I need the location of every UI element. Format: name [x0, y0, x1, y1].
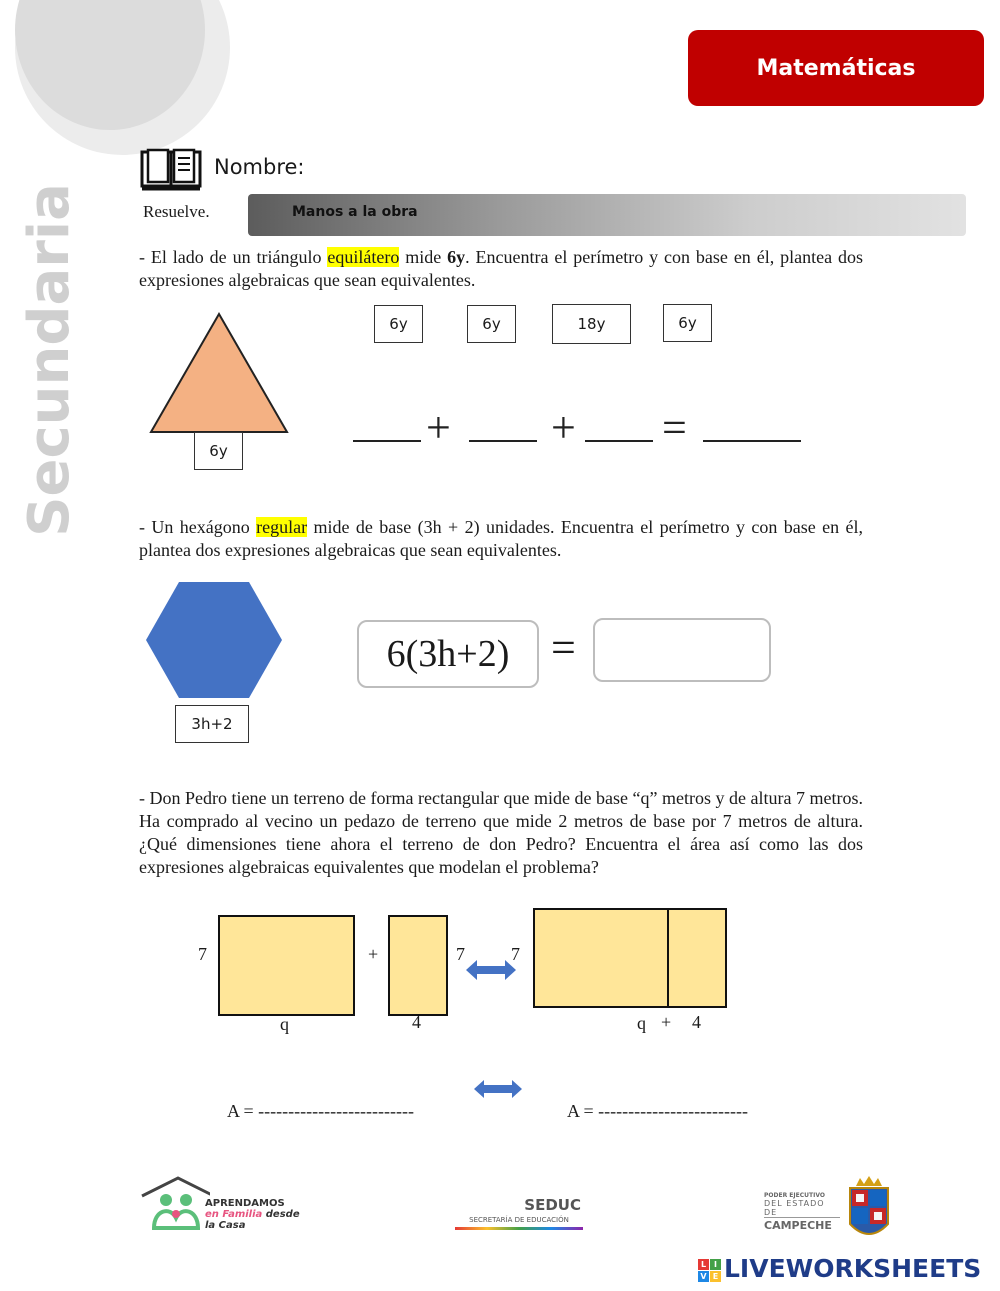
- answer-option-text: 6y: [678, 314, 697, 332]
- family-logo-line2a: en: [205, 1209, 223, 1220]
- exercise2-statement: [139, 516, 863, 562]
- family-logo-line2b: Familia: [222, 1209, 263, 1220]
- rectangle-4-by-7: [388, 915, 448, 1016]
- answer-option-text: 6y: [389, 315, 408, 333]
- exercise1-text-before: - El lado de un triángulo: [139, 247, 328, 267]
- equals-sign: =: [662, 403, 687, 452]
- name-label: Nombre:: [214, 155, 305, 179]
- exercise1-text-middle: mide: [399, 247, 448, 267]
- exercise2-highlight: regular: [256, 517, 308, 537]
- seduc-subtitle: SECRETARÍA DE EDUCACIÓN: [469, 1216, 569, 1224]
- logo-letter-v: V: [698, 1271, 709, 1282]
- triangle-figure: [148, 312, 290, 434]
- hexagon-figure: [144, 580, 284, 700]
- plus-sign: +: [368, 944, 379, 964]
- logo-letter-l: L: [698, 1259, 709, 1270]
- hexagon-side-text: 3h+2: [191, 715, 233, 733]
- exercise1-text-after: . Encuentra el perímetro y con base en él, plantea dos expresiones algebraicas que sean equivalentes.: [139, 247, 863, 290]
- answer-option-tile[interactable]: [467, 305, 516, 343]
- exercise3-statement: - Don Pedro tiene un terreno de forma rectangular que mide de base “q” metros y de altura 7 metros. Ha comprado al vecino un pedazo de terreno que mide 2 metros de base por 7 metros de altura. ¿Qué dimensiones tiene ahora el terreno de don Pedro? Encuentra el área así como las dos expresiones algebraicas equivalentes que modelan el problema?: [139, 788, 863, 877]
- logo-letter-i: I: [710, 1259, 721, 1270]
- combined-rectangle-q-part: [533, 908, 669, 1008]
- seduc-title: SEDUC: [524, 1196, 581, 1214]
- rect2-height-label: 7: [456, 944, 465, 964]
- family-house-logo: [140, 1174, 210, 1232]
- equals-sign: =: [551, 623, 576, 672]
- section-header-bar: [248, 194, 966, 236]
- subject-label: Matemáticas: [756, 55, 916, 81]
- gov-line1: PODER EJECUTIVO: [764, 1192, 825, 1199]
- triangle-side-text: 6y: [209, 442, 228, 460]
- resolve-label: Resuelve.: [143, 202, 210, 221]
- subject-badge: [688, 30, 984, 106]
- seduc-logo: [455, 1196, 583, 1230]
- seduc-color-stripe: [455, 1227, 583, 1230]
- expression-text: 6(3h+2): [386, 633, 510, 675]
- equation-blank-2[interactable]: [469, 440, 537, 442]
- double-arrow-icon: [466, 959, 516, 981]
- triangle-side-label: [194, 432, 243, 470]
- exercise1-statement: [139, 246, 863, 292]
- exercise1-bold-value: 6y: [447, 247, 466, 267]
- campeche-coat-of-arms-icon: [846, 1174, 892, 1246]
- liveworksheets-logo-icon: [698, 1259, 722, 1283]
- answer-option-text: 18y: [577, 315, 606, 333]
- level-side-label: Secundaria: [17, 183, 82, 537]
- family-logo-line1: APRENDAMOS: [205, 1198, 285, 1209]
- campeche-logo-text: [764, 1192, 840, 1232]
- combined-base-q-label: q: [637, 1013, 646, 1033]
- expression-box: [357, 620, 539, 688]
- equation-blank-3[interactable]: [585, 440, 653, 442]
- exercise1-highlight: equilátero: [327, 247, 400, 267]
- answer-option-tile[interactable]: [552, 304, 631, 344]
- area-expression-right[interactable]: A = -------------------------: [567, 1101, 749, 1121]
- exercise2-text-after: mide de base (3h + 2) unidades. Encuentra el perímetro y con base en él, plantea dos expresiones algebraicas que sean equivalentes.: [139, 517, 863, 560]
- gov-line3: CAMPECHE: [764, 1217, 840, 1232]
- rect1-height-label: 7: [198, 944, 207, 964]
- plus-sign: +: [426, 403, 451, 452]
- answer-input[interactable]: [593, 618, 771, 682]
- gov-line2: DEL ESTADO DE: [764, 1199, 825, 1217]
- logo-letter-e: E: [710, 1271, 721, 1282]
- exercise2-text-before: - Un hexágono: [139, 517, 257, 537]
- hexagon-side-label: [175, 705, 249, 743]
- family-logo-line3: la Casa: [205, 1220, 246, 1231]
- combined-rectangle-4-part: [667, 908, 727, 1008]
- family-logo-line2c: desde: [262, 1209, 300, 1220]
- rect1-base-label: q: [280, 1014, 289, 1034]
- combined-height-label: 7: [511, 944, 520, 964]
- combined-base-4-label: 4: [692, 1012, 701, 1032]
- plus-sign: +: [551, 403, 576, 452]
- equation-blank-1[interactable]: [353, 440, 421, 442]
- double-arrow-icon: [474, 1079, 522, 1099]
- family-logo-text: [205, 1198, 300, 1231]
- answer-option-text: 6y: [482, 315, 501, 333]
- book-icon: [140, 148, 202, 192]
- liveworksheets-brand: LIVEWORKSHEETS: [724, 1254, 982, 1283]
- equation-blank-result[interactable]: [703, 440, 801, 442]
- area-expression-left[interactable]: A = --------------------------: [227, 1101, 415, 1121]
- answer-option-tile[interactable]: [374, 305, 423, 343]
- rect2-base-label: 4: [412, 1012, 421, 1032]
- rectangle-q-by-7: [218, 915, 355, 1016]
- section-title: Manos a la obra: [292, 204, 418, 220]
- combined-base-plus: +: [661, 1012, 672, 1032]
- answer-option-tile[interactable]: [663, 304, 712, 342]
